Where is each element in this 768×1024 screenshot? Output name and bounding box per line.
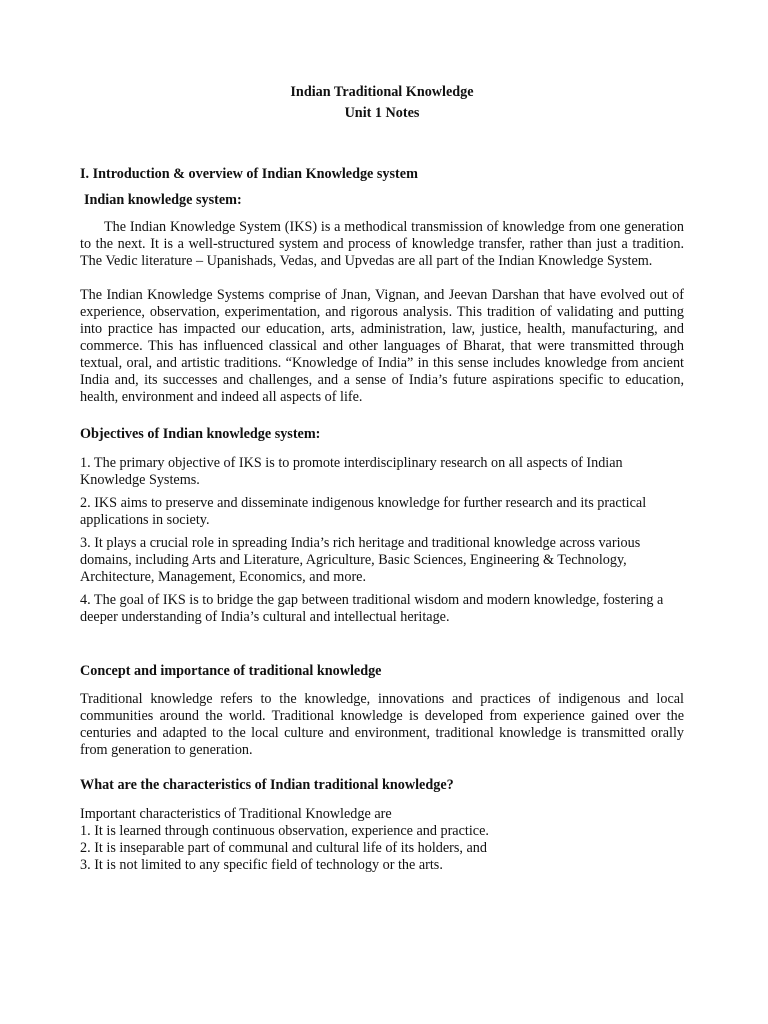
characteristics-heading: What are the characteristics of Indian traditional knowledge? [80,777,454,793]
objective-item: 1. The primary objective of IKS is to promote interdisciplinary research on all aspects of Indian Knowledge Systems. [80,455,623,488]
paragraph-iks-components: The Indian Knowledge Systems comprise of Jnan, Vignan, and Jeevan Darshan that have evolved out of experience, observation, experimentation, and rigorous analysis. This tradition of validating and putting into practice has impacted our education, arts, administration, law, justice, health, manufacturing, and commerce. This has influenced classical and other languages of Bharat, that were transmitted through textual, oral, and artistic traditions. “Knowledge of India” in this sense includes knowledge from ancient India and, its successes and challenges, and a sense of India’s future aspirations specific to education, health, environment and indeed all aspects of life. [80,287,684,405]
characteristics-intro: Important characteristics of Traditional Knowledge are [80,806,392,822]
paragraph-traditional-knowledge: Traditional knowledge refers to the knowledge, innovations and practices of indigenous and local communities around the world. Traditional knowledge is developed from experience gained over the centuries and adapted to the local culture and environment, traditional knowledge is transmitted orally from generation to generation. [80,691,684,758]
document-title: Indian Traditional Knowledge [290,84,474,100]
characteristics-list [80,806,684,874]
objective-item: 3. It plays a crucial role in spreading India’s rich heritage and traditional knowledge across various domains, including Arts and Literature, Agriculture, Basic Sciences, Engineering & Technology, Architecture, Management, Economics, and more. [80,535,641,585]
document-subtitle: Unit 1 Notes [344,105,420,121]
objectives-heading: Objectives of Indian knowledge system: [80,426,321,442]
characteristic-item: 2. It is inseparable part of communal and cultural life of its holders, and [80,840,487,856]
objective-item: 2. IKS aims to preserve and disseminate indigenous knowledge for further research and its practical applications in society. [80,495,647,528]
document-page [80,82,684,874]
characteristic-item: 1. It is learned through continuous observation, experience and practice. [80,823,489,839]
concept-heading: Concept and importance of traditional knowledge [80,663,382,679]
iks-subheading: Indian knowledge system: [84,192,242,208]
objective-item: 4. The goal of IKS is to bridge the gap between traditional wisdom and modern knowledge, fostering a deeper understanding of India’s cultural and intellectual heritage. [80,592,664,625]
characteristic-item: 3. It is not limited to any specific field of technology or the arts. [80,857,443,873]
section-intro-heading: I. Introduction & overview of Indian Knowledge system [80,166,418,182]
objectives-list [80,455,684,626]
paragraph-iks-definition: The Indian Knowledge System (IKS) is a methodical transmission of knowledge from one generation to the next. It is a well-structured system and process of knowledge transfer, rather than just a tradition. The Vedic literature – Upanishads, Vedas, and Upvedas are all part of the Indian Knowledge System. [80,219,684,269]
